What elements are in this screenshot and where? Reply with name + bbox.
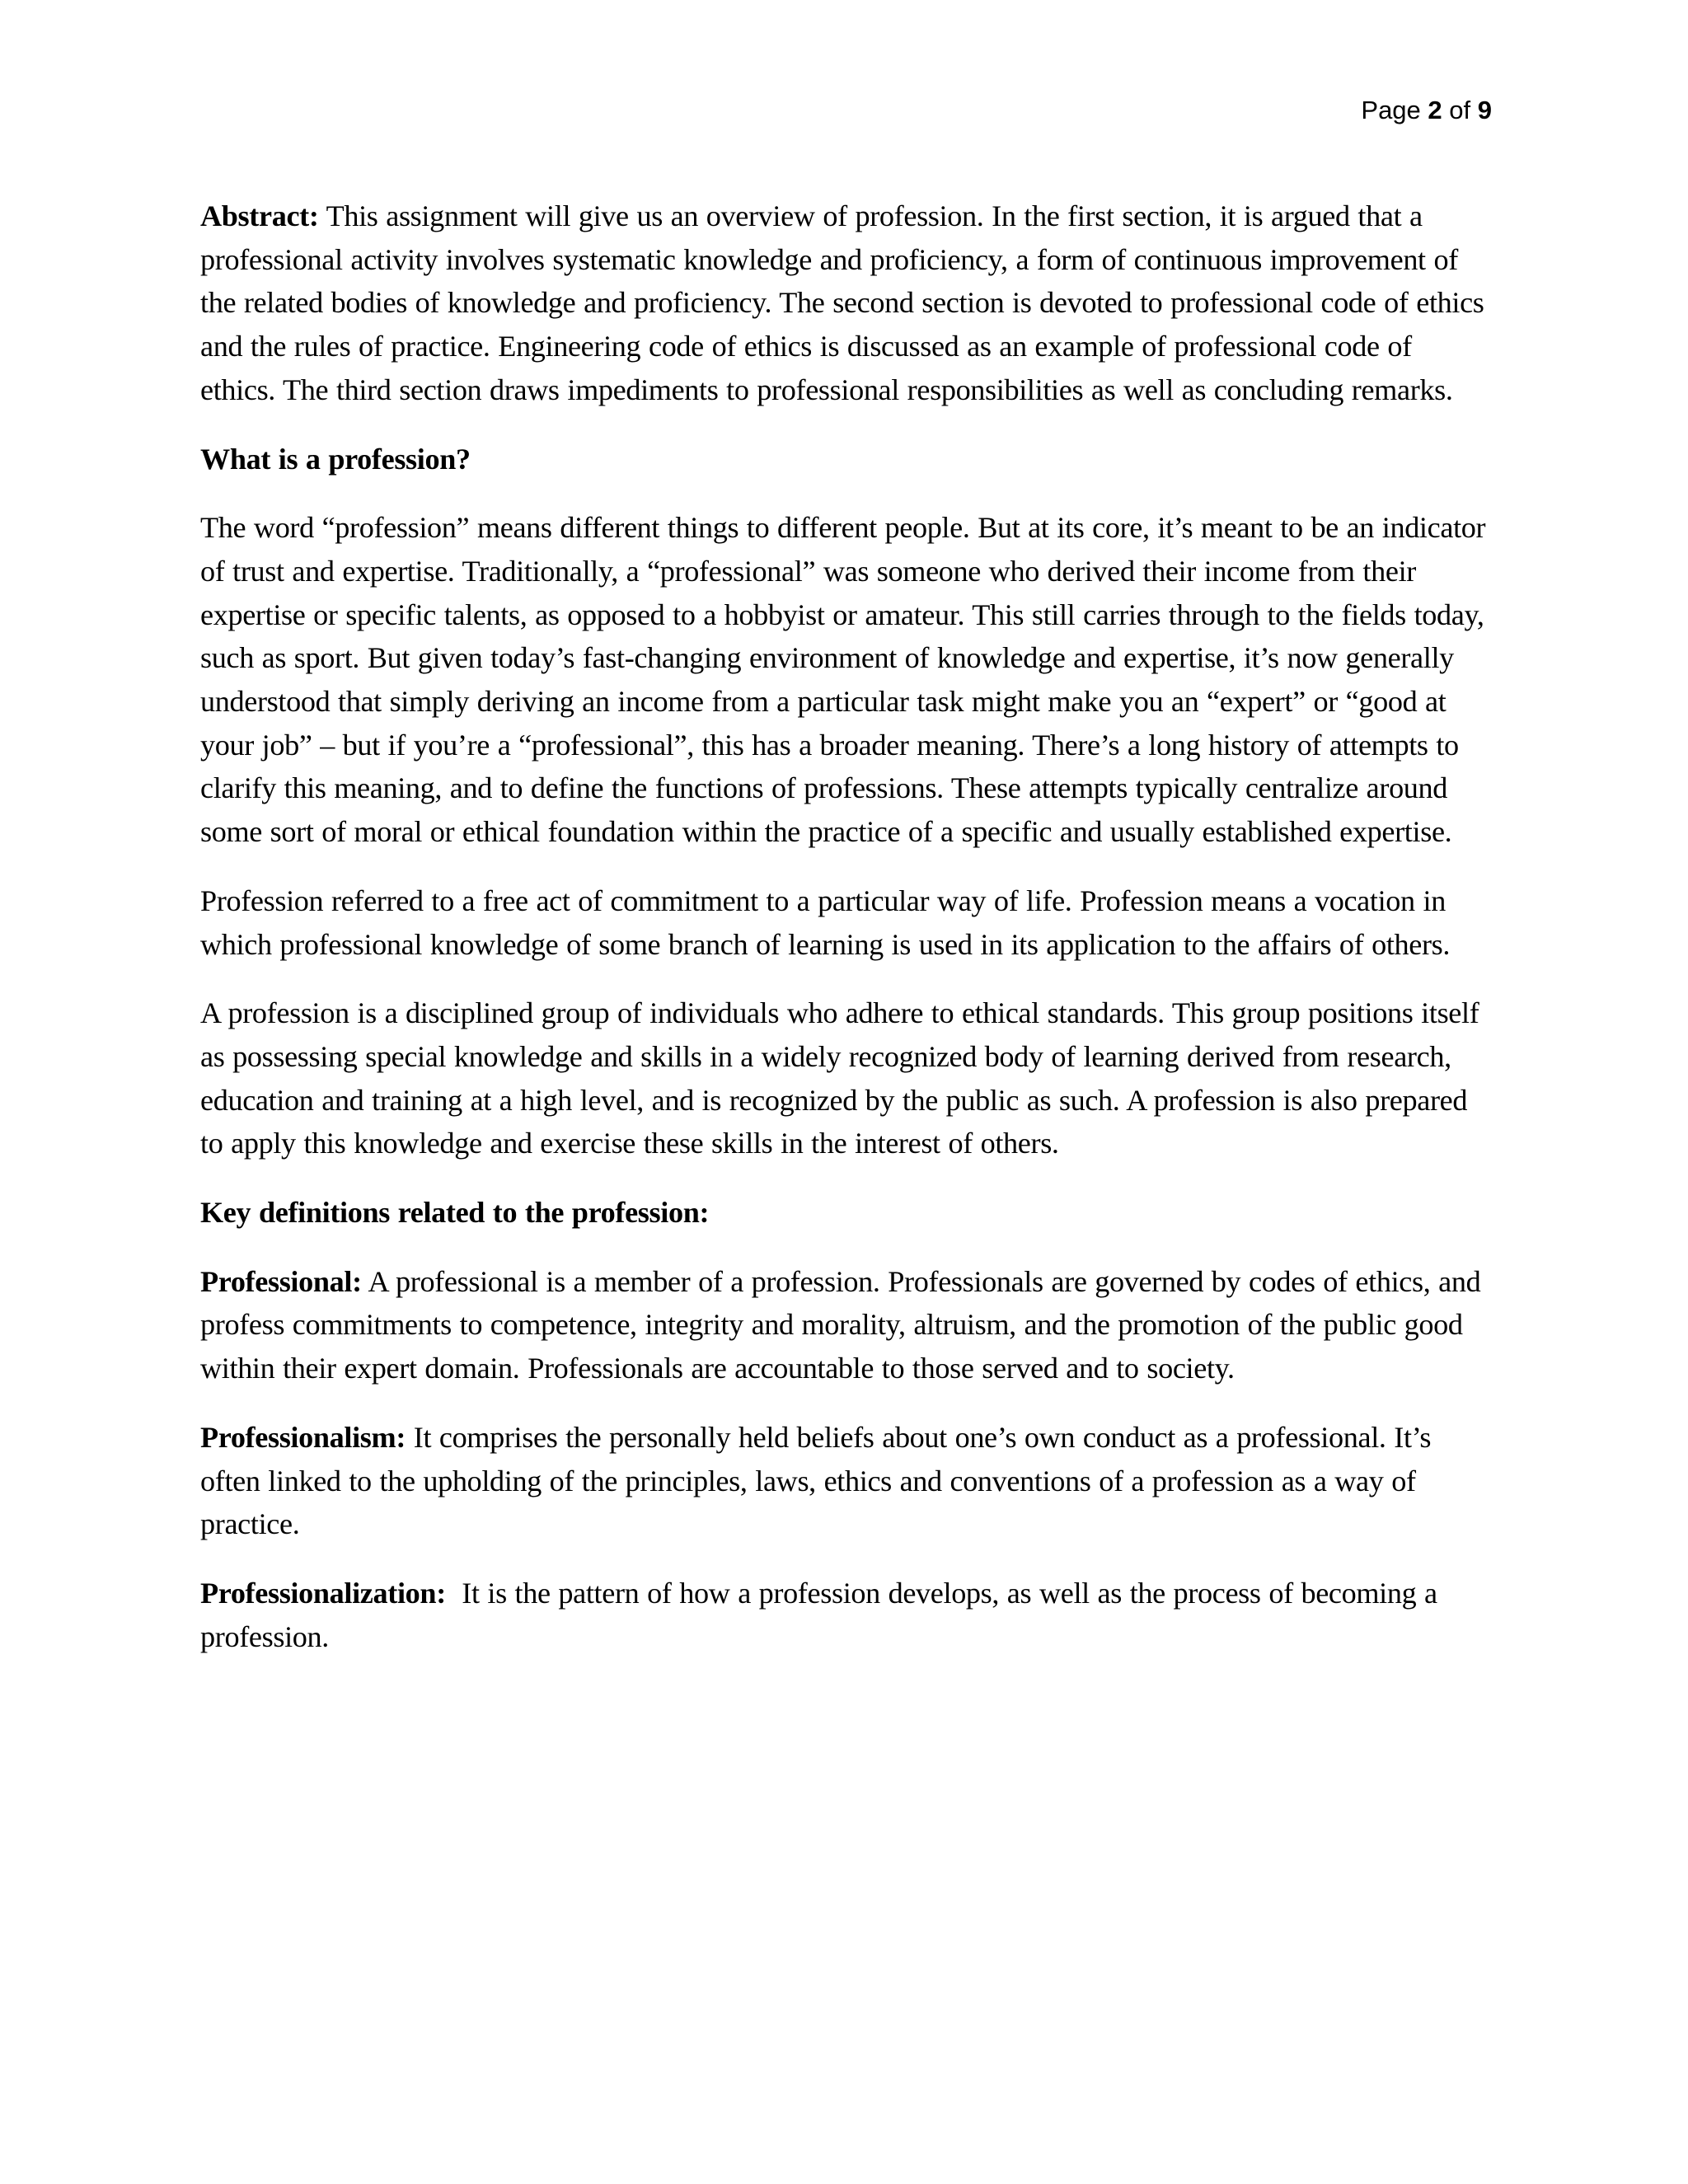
- section-heading-key-definitions: Key definitions related to the profession:: [200, 1196, 710, 1230]
- section-heading-what-is-profession: What is a profession?: [200, 442, 471, 476]
- definition-term: Professionalism:: [200, 1420, 406, 1454]
- definition-professional: [200, 1260, 1488, 1390]
- page-number-total: 9: [1477, 96, 1492, 124]
- definition-professionalization: [200, 1572, 1488, 1658]
- abstract-label: Abstract:: [200, 199, 319, 232]
- definition-professionalism: [200, 1416, 1488, 1546]
- definition-text: A professional is a member of a profession. Professionals are governed by codes of ethics, and profess commitments to competence, integrity and morality, altruism, and the promotion of the public good within their expert domain. Professionals are accountable to those served and to society.: [200, 1264, 1481, 1385]
- definition-term: Professional:: [200, 1264, 362, 1298]
- definition-text: It is the pattern of how a profession develops, as well as the process of becoming a profession.: [200, 1576, 1437, 1653]
- body-paragraph: The word “profession” means different things to different people. But at its core, it’s meant to be an indicator of trust and expertise. Traditionally, a “professional” was someone who derived their income from their expertise or specific talents, as opposed to a hobbyist or amateur. This still carries through to the fields today, such as sport. But given today’s fast-changing environment of knowledge and expertise, it’s now generally understood that simply deriving an income from a particular task might make you an “expert” or “good at your job” – but if you’re a “professional”, this has a broader meaning. There’s a long history of attempts to clarify this meaning, and to define the functions of professions. These attempts typically centralize around some sort of moral or ethical foundation within the practice of a specific and usually established expertise.: [200, 511, 1486, 849]
- page-number-middle: of: [1442, 96, 1478, 124]
- abstract-text: This assignment will give us an overview of profession. In the first section, it is argued that a professional activity involves systematic knowledge and proficiency, a form of continuous improvement of the related bodies of knowledge and proficiency. The second section is devoted to professional code of ethics and the rules of practice. Engineering code of ethics is discussed as an example of professional code of ethics. The third section draws impediments to professional responsibilities as well as concluding remarks.: [200, 199, 1484, 406]
- page-number: [1361, 97, 1492, 123]
- document-body: [200, 194, 1488, 1684]
- page-number-prefix: Page: [1361, 96, 1428, 124]
- abstract-paragraph: [200, 194, 1488, 412]
- body-paragraph: Profession referred to a free act of commitment to a particular way of life. Profession means a vocation in which professional knowledge of some branch of learning is used in its application to the affairs of others.: [200, 883, 1451, 961]
- definition-text: It comprises the personally held beliefs about one’s own conduct as a professional. It’s often linked to the upholding of the principles, laws, ethics and conventions of a profession as a way of practice.: [200, 1420, 1432, 1541]
- body-paragraph: A profession is a disciplined group of individuals who adhere to ethical standards. This group positions itself as possessing special knowledge and skills in a widely recognized body of learning derived from research, education and training at a high level, and is recognized by the public as such. A profession is also prepared to apply this knowledge and exercise these skills in the interest of others.: [200, 996, 1479, 1160]
- page-number-current: 2: [1428, 96, 1442, 124]
- definition-term: Professionalization:: [200, 1576, 446, 1610]
